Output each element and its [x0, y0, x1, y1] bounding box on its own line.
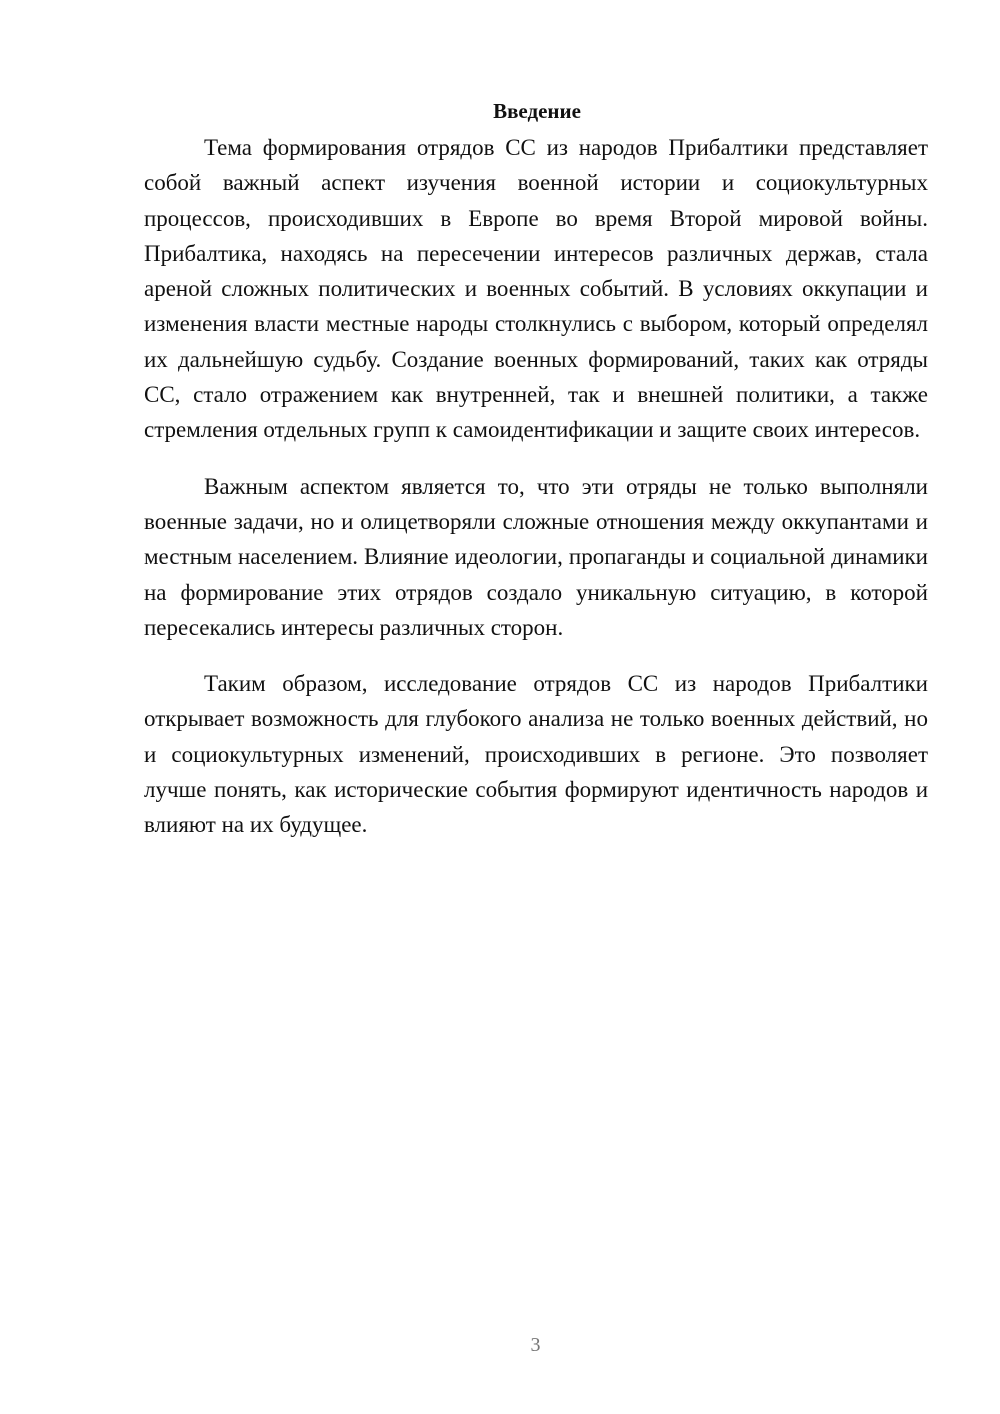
paragraph-3: Таким образом, исследование отрядов СС из народов Прибалтики открывает возможность для глубокого анализа не только военных действий, но и социокультурных изменений, происходивших в регионе. Это позволяет лучше понять, как исторические события формируют идентичность народов и влияют на их будущее. [144, 671, 928, 838]
page-content [144, 94, 928, 843]
page-number: 3 [530, 1334, 541, 1356]
paragraph-1: Тема формирования отрядов СС из народов Прибалтики представляет собой важный аспект изучения военной истории и социокультурных процессов, происходивших в Европе во время Второй мировой войны. Прибалтика, находясь на пересечении интересов различных держав, стала ареной сложных политических и военных событий. В условиях оккупации и изменения власти местные народы столкнулись с выбором, который определял их дальнейшую судьбу. Создание военных формирований, таких как отряды СС, стало отражением как внутренней, так и внешней политики, а также стремления отдельных групп к самоидентификации и защите своих интересов. [144, 135, 928, 443]
section-title: Введение [493, 99, 581, 123]
paragraph-2: Важным аспектом является то, что эти отряды не только выполняли военные задачи, но и олицетворяли сложные отношения между оккупантами и местным населением. Влияние идеологии, пропаганды и социальной динамики на формирование этих отрядов создало уникальную ситуацию, в которой пересекались интересы различных сторон. [144, 473, 928, 640]
